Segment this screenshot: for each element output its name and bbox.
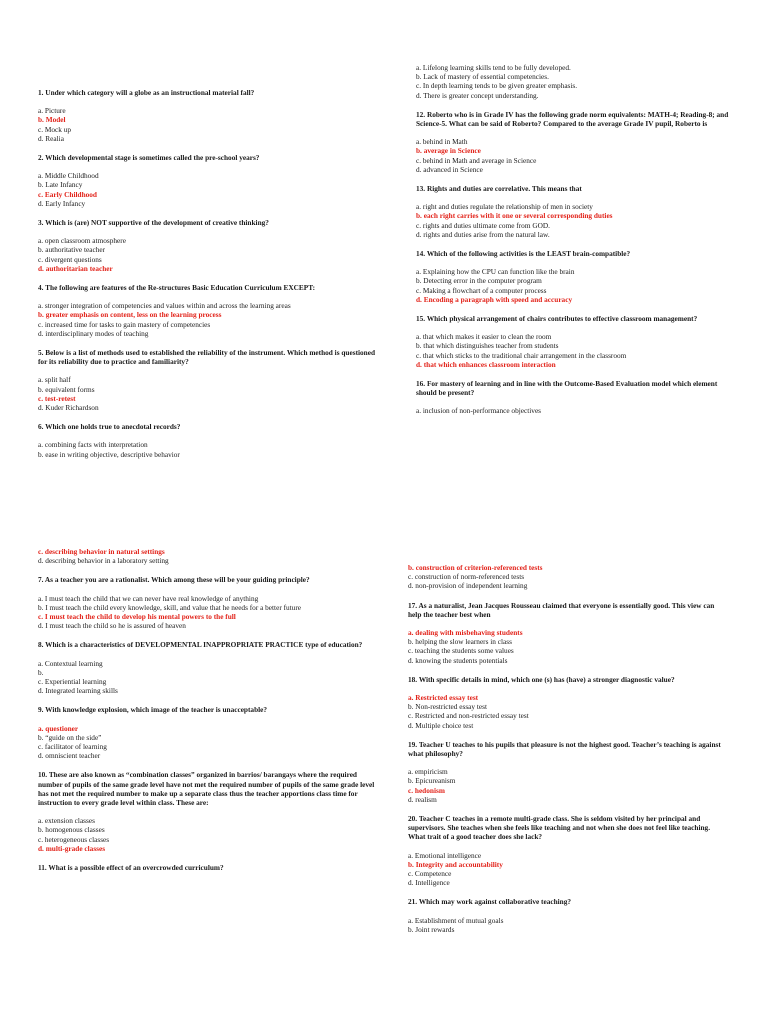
option-text: b. helping the slow learners in class	[408, 637, 512, 647]
question-text: 17. As a naturalist, Jean Jacques Rousseau claimed that everyone is essentially good. This view can help the teacher best when	[408, 600, 715, 619]
option-text: c. In depth learning tends to be given greater emphasis.	[416, 81, 578, 91]
question-text: 11. What is a possible effect of an overcrowded curriculum?	[38, 863, 224, 873]
option-text: d. Multiple choice test	[408, 720, 474, 730]
option-text: a. extension classes	[38, 816, 95, 826]
option-text: d. omniscient teacher	[38, 751, 101, 761]
option-text: d. rights and duties arise from the natural law.	[416, 229, 550, 239]
option-text: b. Joint rewards	[408, 924, 455, 934]
answer-option: b. greater emphasis on content, less on the learning process	[38, 310, 222, 320]
option-text: d. Realia	[38, 133, 64, 143]
option-text: b. I must teach the child every knowledge, skill, and value that he needs for a better future	[38, 602, 302, 612]
option-text: b. homogenous classes	[38, 825, 105, 835]
option-text: d. realism	[408, 794, 437, 804]
question-text: 3. Which is (are) NOT supportive of the development of creative thinking?	[38, 218, 269, 228]
option-text: a. right and duties regulate the relationship of men in society	[416, 202, 593, 212]
question-text: 20. Teacher C teaches in a remote multi-grade class. She is seldom visited by her principal and supervisors. She teaches when she feels like teaching and not when she does not feel like teaching. What trait of a good teacher does she lack?	[408, 814, 711, 842]
option-text: d. I must teach the child so he is assured of heaven	[38, 621, 186, 631]
answer-option: c. hedonism	[408, 785, 445, 795]
option-text: a. behind in Math	[416, 137, 468, 147]
option-text: a. I must teach the child that we can never have real knowledge of anything	[38, 593, 259, 603]
option-text: b. Late Infancy	[38, 180, 83, 190]
option-text: a. that which makes it easier to clean the room	[416, 332, 552, 342]
question-text: 15. Which physical arrangement of chairs contributes to effective classroom management?	[416, 314, 698, 324]
answer-option: b. Model	[38, 115, 66, 125]
question-text: 4. The following are features of the Re-structures Basic Education Curriculum EXCEPT:	[38, 283, 315, 293]
option-text: c. construction of norm-referenced tests	[408, 572, 525, 582]
question-text: 9. With knowledge explosion, which image of the teacher is unacceptable?	[38, 705, 268, 715]
option-text: b. ease in writing objective, descriptive behavior	[38, 449, 180, 459]
option-text: d. advanced in Science	[416, 164, 483, 174]
option-text: c. facilitator of learning	[38, 742, 107, 752]
option-text: d. describing behavior in a laboratory setting	[38, 556, 169, 566]
option-text: c. Experiential learning	[38, 677, 107, 687]
option-text: a. Picture	[38, 106, 66, 116]
option-text: b. authoritative teacher	[38, 245, 106, 255]
question-text: 18. With specific details in mind, which one (s) has (have) a stronger diagnostic value?	[408, 674, 675, 684]
question-text: 10. These are also known as “combination classes” organized in barrios/ barangays where the required number of pupils of the same grade level have not met the required number of pupils of the same grade level has not met the required number to make up a separate class thus the teacher apportions class time for instruction to every grade level within class. These are:	[38, 770, 375, 808]
question-text: 7. As a teacher you are a rationalist. Which among these will be your guiding principle?	[38, 575, 310, 585]
option-text: b. that which distinguishes teacher from students	[416, 341, 559, 351]
option-text: b.	[38, 667, 44, 677]
option-text: a. split half	[38, 375, 71, 385]
answer-option: b. each right carries with it one or several corresponding duties	[416, 211, 613, 221]
answer-option: a. dealing with misbehaving students	[408, 628, 523, 638]
option-text: a. Establishment of mutual goals	[408, 915, 504, 925]
question-text: 1. Under which category will a globe as an instructional material fall?	[38, 88, 255, 97]
answer-option: d. Encoding a paragraph with speed and accuracy	[416, 294, 573, 304]
option-text: a. Emotional intelligence	[408, 850, 482, 860]
option-text: b. Non-restricted essay test	[408, 702, 488, 712]
option-text: a. inclusion of non-performance objectives	[416, 406, 542, 416]
option-text: c. divergent questions	[38, 254, 102, 264]
option-text: c. Mock up	[38, 124, 72, 134]
option-text: d. Kuder Richardson	[38, 403, 99, 413]
option-text: d. Integrated learning skills	[38, 686, 118, 696]
question-text: 16. For mastery of learning and in line with the Outcome-Based Evaluation model which element should be present?	[416, 379, 718, 398]
option-text: a. combining facts with interpretation	[38, 440, 148, 450]
option-text: c. heterogeneous classes	[38, 834, 110, 844]
option-text: b. Lack of mastery of essential competencies.	[416, 72, 549, 82]
answer-option: d. that which enhances classroom interaction	[416, 359, 556, 369]
answer-option: d. multi-grade classes	[38, 843, 106, 853]
column-top-right	[416, 63, 736, 416]
answer-option: c. Early Childhood	[38, 189, 97, 199]
answer-option: b. Integrity and accountability	[408, 859, 503, 869]
option-text: a. Contextual learning	[38, 658, 103, 668]
question-text: 6. Which one holds true to anecdotal records?	[38, 422, 181, 432]
option-text: a. Middle Childhood	[38, 171, 99, 181]
answer-option: b. construction of criterion-referenced tests	[408, 563, 543, 572]
column-bottom-right	[408, 563, 728, 934]
question-text: 21. Which may work against collaborative teaching?	[408, 897, 572, 907]
answer-option: c. test-retest	[38, 393, 76, 403]
answer-option: c. I must teach the child to develop his mental powers to the full	[38, 612, 236, 622]
option-text: c. rights and duties ultimate come from GOD.	[416, 220, 550, 230]
question-text: 5. Below is a list of methods used to established the reliability of the instrument. Which method is questioned for its reliability due to practice and familiarity?	[38, 348, 376, 367]
question-text: 14. Which of the following activities is the LEAST brain-compatible?	[416, 249, 631, 259]
option-text: c. that which sticks to the traditional chair arrangement in the classroom	[416, 350, 627, 360]
option-text: d. Early Infancy	[38, 198, 86, 208]
option-text: d. knowing the students potentials	[408, 655, 508, 665]
option-text: b. Detecting error in the computer program	[416, 276, 542, 286]
question-text: 19. Teacher U teaches to his pupils that pleasure is not the highest good. Teacher’s teaching is against what philosophy?	[408, 739, 721, 759]
answer-option: a. questioner	[38, 723, 79, 733]
option-text: c. Competence	[408, 869, 452, 879]
option-text: c. behind in Math and average in Science	[416, 155, 537, 165]
option-text: d. interdisciplinary modes of teaching	[38, 328, 149, 338]
answer-option: a. Restricted essay test	[408, 693, 479, 703]
option-text: a. empiricism	[408, 767, 448, 777]
answer-option: d. authoritarian teacher	[38, 263, 113, 273]
option-text: c. Restricted and non-restricted essay test	[408, 711, 529, 721]
column-top-left	[38, 88, 378, 459]
option-text: a. open classroom atmosphere	[38, 236, 126, 246]
question-text: 8. Which is a characteristics of DEVELOPMENTAL INAPPROPRIATE PRACTICE type of education?	[38, 640, 363, 650]
option-text: a. Lifelong learning skills tend to be fully developed.	[416, 63, 571, 72]
option-text: a. Explaining how the CPU can function like the brain	[416, 267, 575, 277]
option-text: b. equivalent forms	[38, 384, 95, 394]
question-text: 12. Roberto who is in Grade IV has the following grade norm equivalents: MATH-4; Reading-8; and Science-5. What can be said of Roberto? Compared to the average Grade IV pupil, Roberto is	[416, 109, 729, 129]
option-text: d. There is greater concept understanding.	[416, 90, 539, 100]
option-text: b. “guide on the side”	[38, 732, 102, 742]
option-text: d. Intelligence	[408, 878, 450, 888]
option-text: c. increased time for tasks to gain mastery of competencies	[38, 319, 211, 329]
answer-option: c. describing behavior in natural settings	[38, 547, 165, 556]
option-text: d. non-provision of independent learning	[408, 581, 528, 591]
question-text: 2. Which developmental stage is sometimes called the pre-school years?	[38, 153, 260, 163]
option-text: c. teaching the students some values	[408, 646, 514, 656]
answer-option: b. average in Science	[416, 146, 481, 156]
option-text: a. stronger integration of competencies and values within and across the learning areas	[38, 301, 291, 311]
option-text: c. Making a flowchart of a computer process	[416, 285, 547, 295]
question-text: 13. Rights and duties are correlative. This means that	[416, 184, 582, 194]
column-bottom-left	[38, 547, 378, 881]
option-text: b. Epicureanism	[408, 776, 456, 786]
